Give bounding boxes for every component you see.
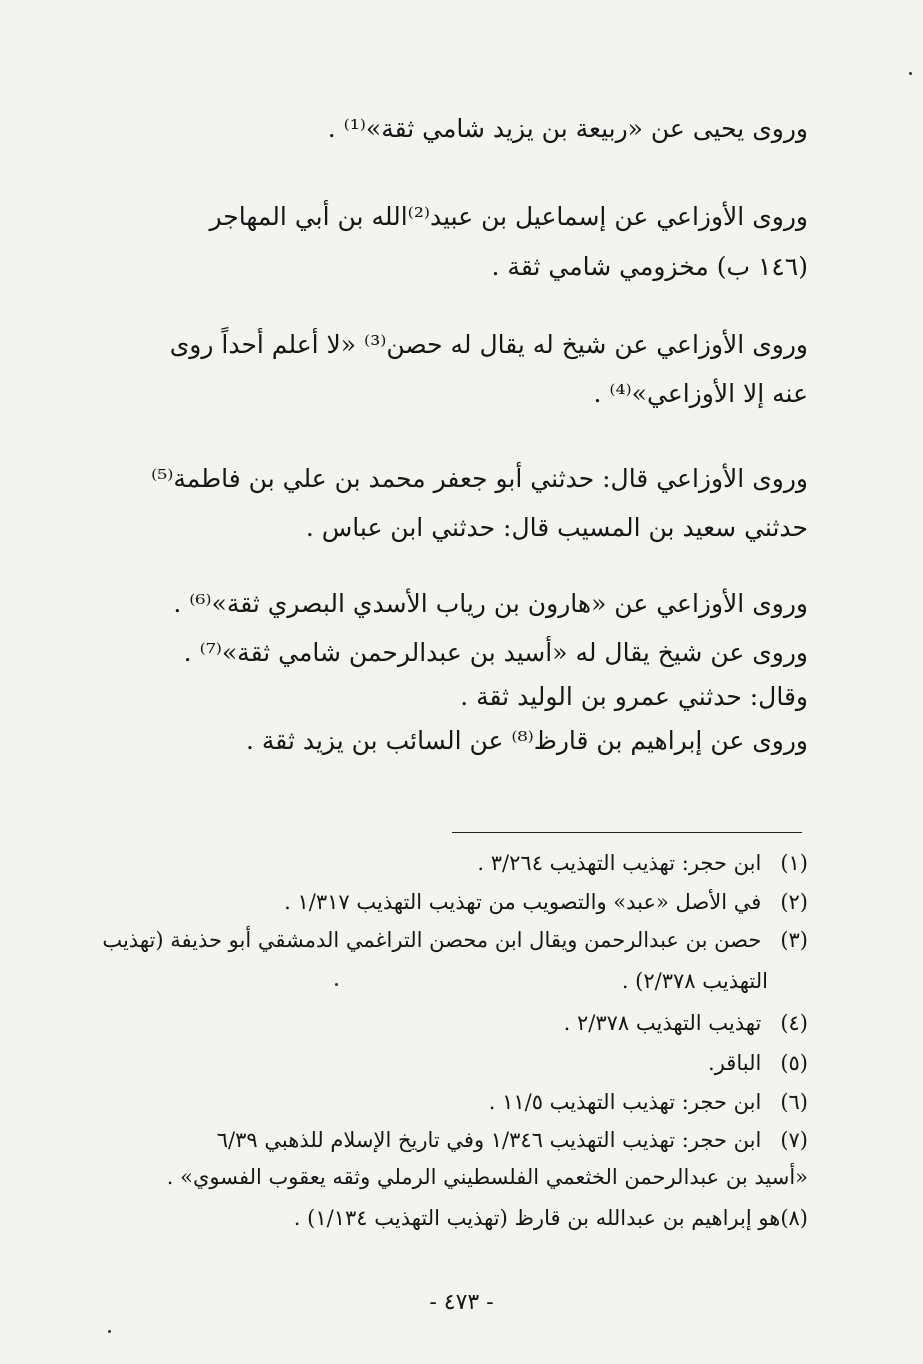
footnote-7-continuation	[108, 1162, 808, 1192]
paragraph-4-line-2: حدثني سعيد بن المسيب قال: حدثني ابن عباس .	[305, 513, 808, 542]
paragraph-2-line-2: (١٤٦ ب) مخزومي شامي ثقة .	[491, 252, 808, 281]
footnote-8	[108, 1203, 808, 1233]
footnote-3-number: (٣)	[780, 928, 808, 952]
footnote-3-continuation	[108, 966, 768, 996]
paragraph-3-line-1: وروى الأوزاعي عن شيخ له يقال له حصن⁽³⁾ «لا أعلم أحداً روى	[169, 330, 808, 359]
paragraph-2-line-1: وروى الأوزاعي عن إسماعيل بن عبيد⁽²⁾الله بن أبي المهاجر	[209, 202, 808, 231]
footnote-2-number: (٢)	[780, 890, 808, 914]
footnote-3	[102, 925, 808, 955]
footnote-5	[108, 1048, 808, 1078]
footnote-4-text: تهذيب التهذيب ٢/٣٧٨ .	[563, 1011, 762, 1035]
footnote-7-number: (٧)	[780, 1128, 808, 1152]
footnote-2-text: في الأصل «عبد» والتصويب من تهذيب التهذيب ١/٣١٧ .	[284, 890, 762, 914]
scan-speck	[909, 72, 912, 75]
footnote-7	[108, 1125, 808, 1155]
footnote-2	[108, 887, 808, 917]
footnote-1	[108, 848, 808, 878]
footnote-4	[108, 1008, 808, 1038]
paragraph-5-line-3: وقال: حدثني عمرو بن الوليد ثقة .	[460, 682, 808, 711]
footnote-6-text: ابن حجر: تهذيب التهذيب ١١/٥ .	[488, 1090, 762, 1114]
footnote-5-text: الباقر.	[708, 1051, 762, 1075]
paragraph-3-line-2: عنه إلا الأوزاعي»⁽⁴⁾ .	[593, 379, 808, 408]
paragraph-5-line-2: وروى عن شيخ يقال له «أسيد بن عبدالرحمن شامي ثقة»⁽⁷⁾ .	[183, 638, 808, 667]
footnote-1-text: ابن حجر: تهذيب التهذيب ٣/٢٦٤ .	[477, 851, 762, 875]
page-number: - ٤٧٣ -	[429, 1290, 494, 1315]
footnote-6-number: (٦)	[780, 1090, 808, 1114]
footnote-6	[108, 1087, 808, 1117]
footnote-7-text: ابن حجر: تهذيب التهذيب ١/٣٤٦ وفي تاريخ الإسلام للذهبي ٦/٣٩	[216, 1128, 762, 1152]
scan-speck	[335, 983, 338, 986]
footnote-separator	[452, 832, 802, 833]
footnote-5-number: (٥)	[780, 1051, 808, 1075]
footnote-8-number: (٨)	[780, 1206, 808, 1230]
footnote-7-text-2: «أسيد بن عبدالرحمن الخثعمي الفلسطيني الرملي وثقه يعقوب الفسوي» .	[166, 1165, 808, 1189]
scan-speck	[108, 1330, 111, 1333]
footnote-8-text: هو إبراهيم بن عبدالله بن قارظ (تهذيب التهذيب ١/١٣٤) .	[293, 1206, 781, 1230]
footnote-4-number: (٤)	[780, 1011, 808, 1035]
paragraph-5-line-4: وروى عن إبراهيم بن قارظ⁽⁸⁾ عن السائب بن يزيد ثقة .	[246, 726, 808, 755]
footnote-3-text-2: التهذيب ٢/٣٧٨) .	[621, 969, 768, 993]
paragraph-4-line-1: وروى الأوزاعي قال: حدثني أبو جعفر محمد بن علي بن فاطمة⁽⁵⁾	[151, 464, 808, 493]
paragraph-5-line-1: وروى الأوزاعي عن «هارون بن رياب الأسدي البصري ثقة»⁽⁶⁾ .	[173, 589, 808, 618]
footnote-3-text: حصن بن عبدالرحمن ويقال ابن محصن التراغمي الدمشقي أبو حذيفة (تهذيب	[102, 928, 762, 952]
paragraph-1-line-1: وروى يحيى عن «ربيعة بن يزيد شامي ثقة»⁽¹⁾ .	[327, 114, 808, 143]
footnote-1-number: (١)	[780, 851, 808, 875]
